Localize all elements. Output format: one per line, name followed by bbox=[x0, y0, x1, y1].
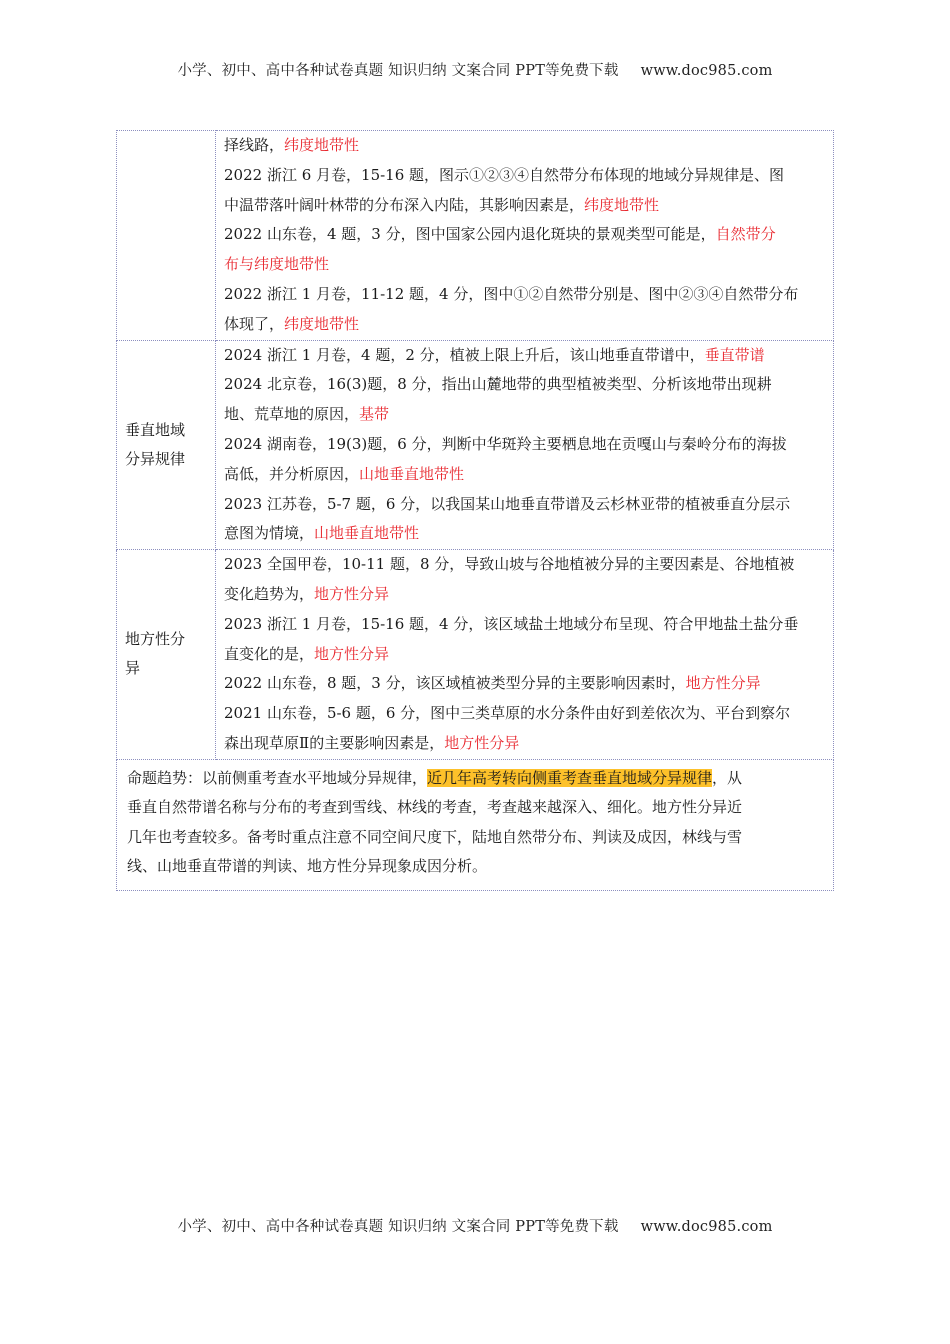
trend-cell bbox=[117, 759, 834, 890]
items-cell bbox=[216, 340, 834, 550]
table-row-latitudinal bbox=[117, 131, 834, 341]
category-cell-local bbox=[117, 550, 216, 760]
exam-analysis-table bbox=[116, 130, 834, 891]
list-item: 体现了，纬度地带性 bbox=[224, 314, 360, 333]
list-item: 森出现草原Ⅱ的主要影响因素是，地方性分异 bbox=[224, 733, 520, 752]
answer-tag: 布与纬度地带性 bbox=[224, 255, 330, 274]
category-cell-vertical bbox=[117, 340, 216, 550]
answer-tag: 自然带分 bbox=[715, 225, 776, 244]
list-item: 2024 湖南卷，19(3)题，6 分，判断中华斑羚主要栖息地在贡嘎山与秦岭分布的海拔 bbox=[224, 434, 787, 453]
list-item: 择线路，纬度地带性 bbox=[224, 136, 360, 154]
table-row-local bbox=[117, 550, 834, 760]
page-footer bbox=[0, 1215, 950, 1236]
trend-line: 命题趋势：以前侧重考查水平地域分异规律，近几年高考转向侧重考查垂直地域分异规律，从 bbox=[127, 768, 743, 787]
header-site-link[interactable]: www.doc985.com bbox=[640, 63, 773, 79]
answer-tag: 纬度地带性 bbox=[584, 195, 660, 214]
header-text: 小学、初中、高中各种试卷真题 知识归纳 文案合同 PPT等免费下载 bbox=[177, 63, 619, 79]
answer-tag: 山地垂直地带性 bbox=[314, 524, 420, 543]
answer-tag: 基带 bbox=[359, 405, 390, 424]
list-item bbox=[224, 250, 825, 280]
answer-tag: 地方性分异 bbox=[685, 674, 761, 693]
answer-tag: 垂直带谱 bbox=[704, 345, 765, 364]
category-label: 地方性分 bbox=[125, 630, 186, 649]
category-label: 分异规律 bbox=[125, 449, 186, 468]
trend-line: 垂直自然带谱名称与分布的考查到雪线、林线的考查，考查越来越深入、细化。地方性分异近 bbox=[127, 798, 743, 817]
category-cell-empty bbox=[117, 131, 216, 341]
list-item: 2024 北京卷，16(3)题，8 分，指出山麓地带的典型植被类型、分析该地带出现耕 bbox=[224, 375, 772, 394]
trend-line: 线、山地垂直带谱的判读、地方性分异现象成因分析。 bbox=[127, 857, 488, 876]
list-item: 变化趋势为，地方性分异 bbox=[224, 584, 390, 603]
list-item: 2023 全国甲卷，10-11 题，8 分，导致山坡与谷地植被分异的主要因素是、谷地植被 bbox=[224, 555, 795, 574]
table-row-trend bbox=[117, 759, 834, 890]
list-item: 直变化的是，地方性分异 bbox=[224, 644, 390, 663]
footer-text: 小学、初中、高中各种试卷真题 知识归纳 文案合同 PPT等免费下载 bbox=[177, 1219, 619, 1235]
list-item: 2021 山东卷，5-6 题，6 分，图中三类草原的水分条件由好到差依次为、平台到察尔 bbox=[224, 704, 791, 723]
list-item: 2022 浙江 1 月卷，11-12 题，4 分，图中①②自然带分别是、图中②③④自然带分布 bbox=[224, 284, 799, 303]
table-row-vertical bbox=[117, 340, 834, 550]
category-label: 垂直地域 bbox=[125, 420, 186, 439]
trend-line: 几年也考查较多。备考时重点注意不同空间尺度下，陆地自然带分布、判读及成因，林线与雪 bbox=[127, 827, 743, 846]
list-item: 地、荒草地的原因，基带 bbox=[224, 405, 390, 424]
answer-tag: 地方性分异 bbox=[444, 733, 520, 752]
list-item: 意图为情境，山地垂直地带性 bbox=[224, 524, 420, 543]
category-label: 异 bbox=[125, 659, 141, 678]
list-item: 高低，并分析原因，山地垂直地带性 bbox=[224, 464, 465, 483]
answer-tag: 地方性分异 bbox=[314, 584, 390, 603]
answer-tag: 纬度地带性 bbox=[284, 314, 360, 333]
answer-tag: 山地垂直地带性 bbox=[359, 464, 465, 483]
items-cell bbox=[216, 550, 834, 760]
list-item: 2022 山东卷，8 题，3 分，该区域植被类型分异的主要影响因素时，地方性分异 bbox=[224, 674, 761, 693]
footer-site-link[interactable]: www.doc985.com bbox=[640, 1219, 773, 1235]
items-cell bbox=[216, 131, 834, 341]
list-item: 2023 江苏卷，5-7 题，6 分，以我国某山地垂直带谱及云杉林亚带的植被垂直分层示 bbox=[224, 494, 791, 513]
answer-tag: 纬度地带性 bbox=[284, 136, 360, 154]
list-item: 2023 浙江 1 月卷，15-16 题，4 分，该区域盐土地域分布呈现、符合甲地盐土盐分垂 bbox=[224, 614, 799, 633]
answer-tag: 地方性分异 bbox=[314, 644, 390, 663]
list-item: 2024 浙江 1 月卷，4 题，2 分，植被上限上升后，该山地垂直带谱中，垂直带谱 bbox=[224, 345, 765, 364]
list-item: 2022 浙江 6 月卷，15-16 题，图示①②③④自然带分布体现的地域分异规律是、图 bbox=[224, 165, 785, 184]
page-header bbox=[0, 59, 950, 80]
list-item: 中温带落叶阔叶林带的分布深入内陆，其影响因素是，纬度地带性 bbox=[224, 195, 660, 214]
list-item: 2022 山东卷，4 题，3 分，图中国家公园内退化斑块的景观类型可能是，自然带分 bbox=[224, 225, 776, 244]
highlighted-text: 近几年高考转向侧重考查垂直地域分异规律 bbox=[427, 768, 713, 787]
